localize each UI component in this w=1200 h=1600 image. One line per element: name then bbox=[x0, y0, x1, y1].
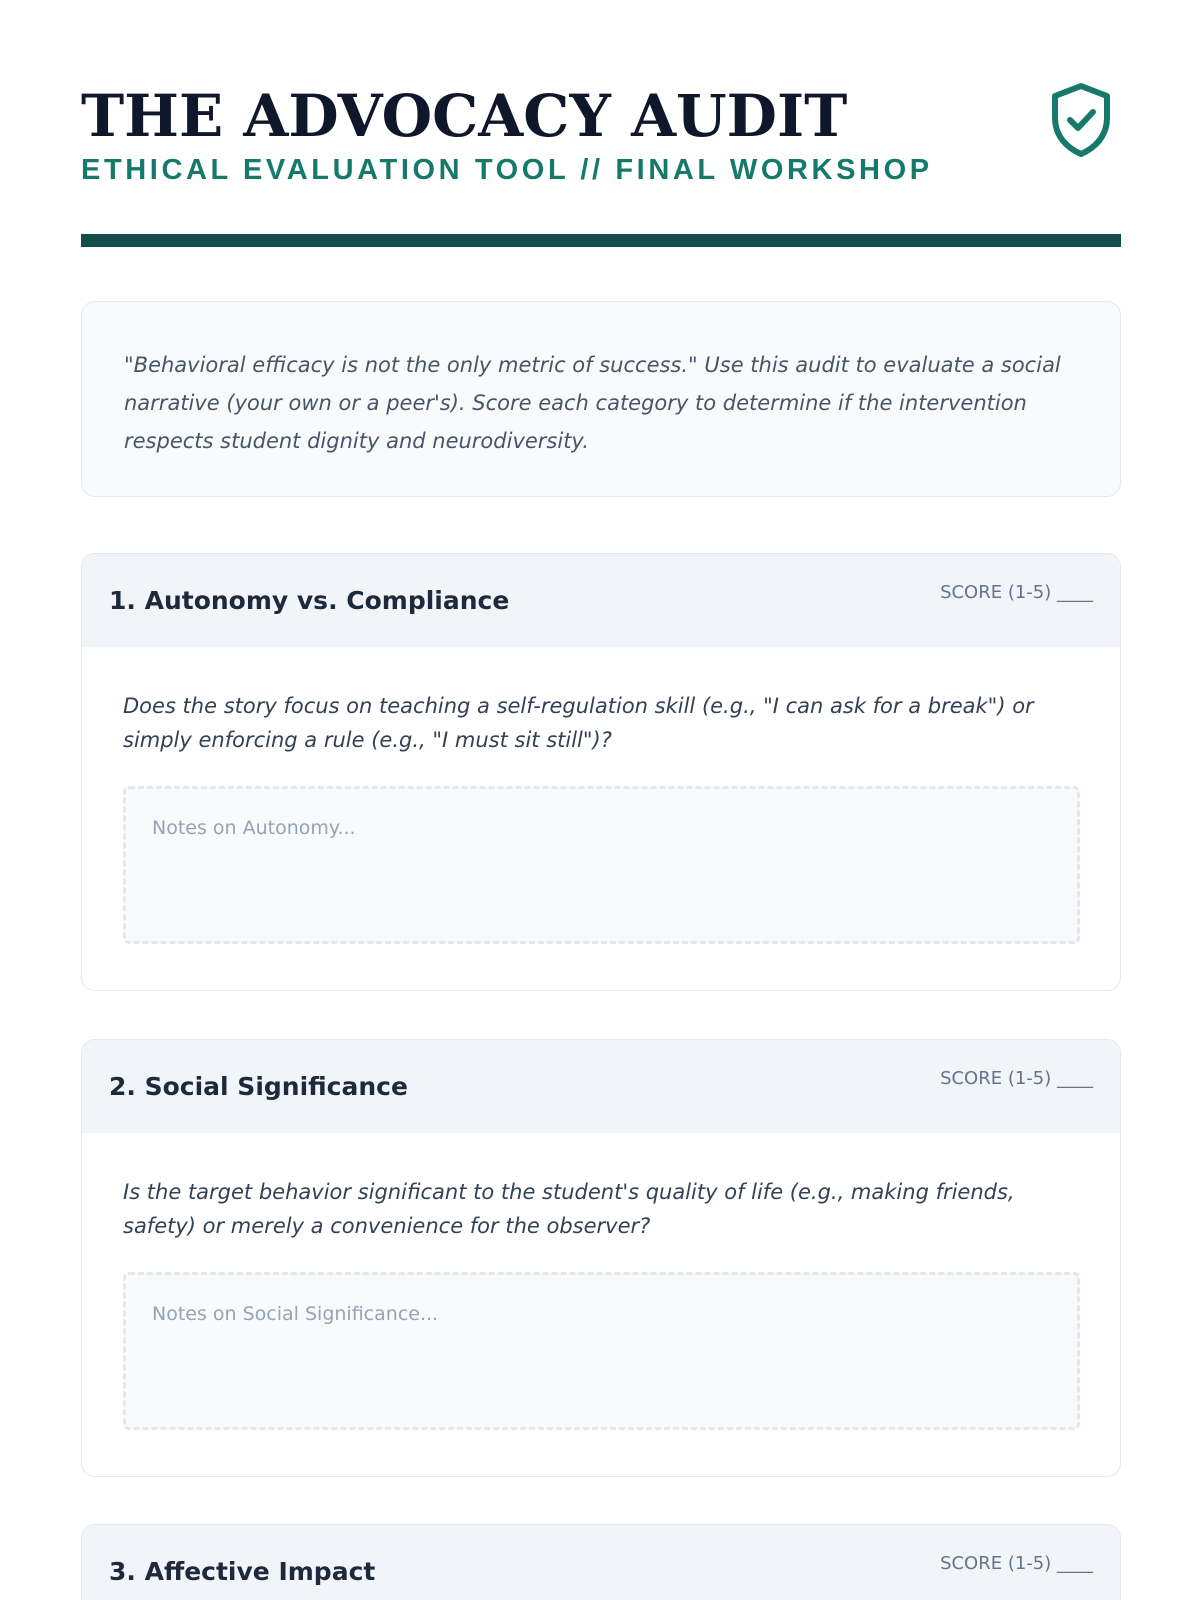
section-body bbox=[82, 1133, 1120, 1476]
score-field[interactable]: SCORE (1-5) ____ bbox=[940, 1068, 1093, 1089]
section-autonomy bbox=[81, 553, 1121, 991]
section-question: Is the target behavior significant to the student's quality of life (e.g., making friends, safety) or merely a convenience for the observer? bbox=[123, 1180, 1015, 1238]
section-body bbox=[82, 647, 1120, 990]
shield-check-icon bbox=[1049, 82, 1113, 158]
header bbox=[81, 0, 1121, 248]
section-title: 1. Autonomy vs. Compliance bbox=[109, 586, 510, 615]
notes-social-significance-field[interactable] bbox=[123, 1272, 1080, 1430]
section-title: 2. Social Significance bbox=[109, 1072, 408, 1101]
audit-page bbox=[81, 0, 1121, 1586]
page-title: THE ADVOCACY AUDIT bbox=[81, 82, 848, 150]
page-subtitle: ETHICAL EVALUATION TOOL // FINAL WORKSHOP bbox=[81, 154, 933, 186]
section-affective-impact bbox=[81, 1524, 1121, 1600]
section-header bbox=[82, 1040, 1120, 1133]
intro-text: "Behavioral efficacy is not the only metric of success." Use this audit to evaluate a social narrative (your own or a peer's). Score each category to determine if the intervention respects student dignity and neurodiversity. bbox=[124, 353, 1061, 453]
score-field[interactable]: SCORE (1-5) ____ bbox=[940, 582, 1093, 603]
score-field[interactable]: SCORE (1-5) ____ bbox=[940, 1553, 1093, 1574]
section-title: 3. Affective Impact bbox=[109, 1557, 376, 1586]
section-question: Does the story focus on teaching a self-regulation skill (e.g., "I can ask for a break") or simply enforcing a rule (e.g., "I must sit still")? bbox=[123, 694, 1034, 752]
header-divider bbox=[81, 234, 1121, 247]
section-social-significance bbox=[81, 1039, 1121, 1477]
section-header bbox=[82, 1525, 1120, 1600]
notes-autonomy-field[interactable] bbox=[123, 786, 1080, 944]
section-header bbox=[82, 554, 1120, 647]
intro-card bbox=[81, 301, 1121, 497]
